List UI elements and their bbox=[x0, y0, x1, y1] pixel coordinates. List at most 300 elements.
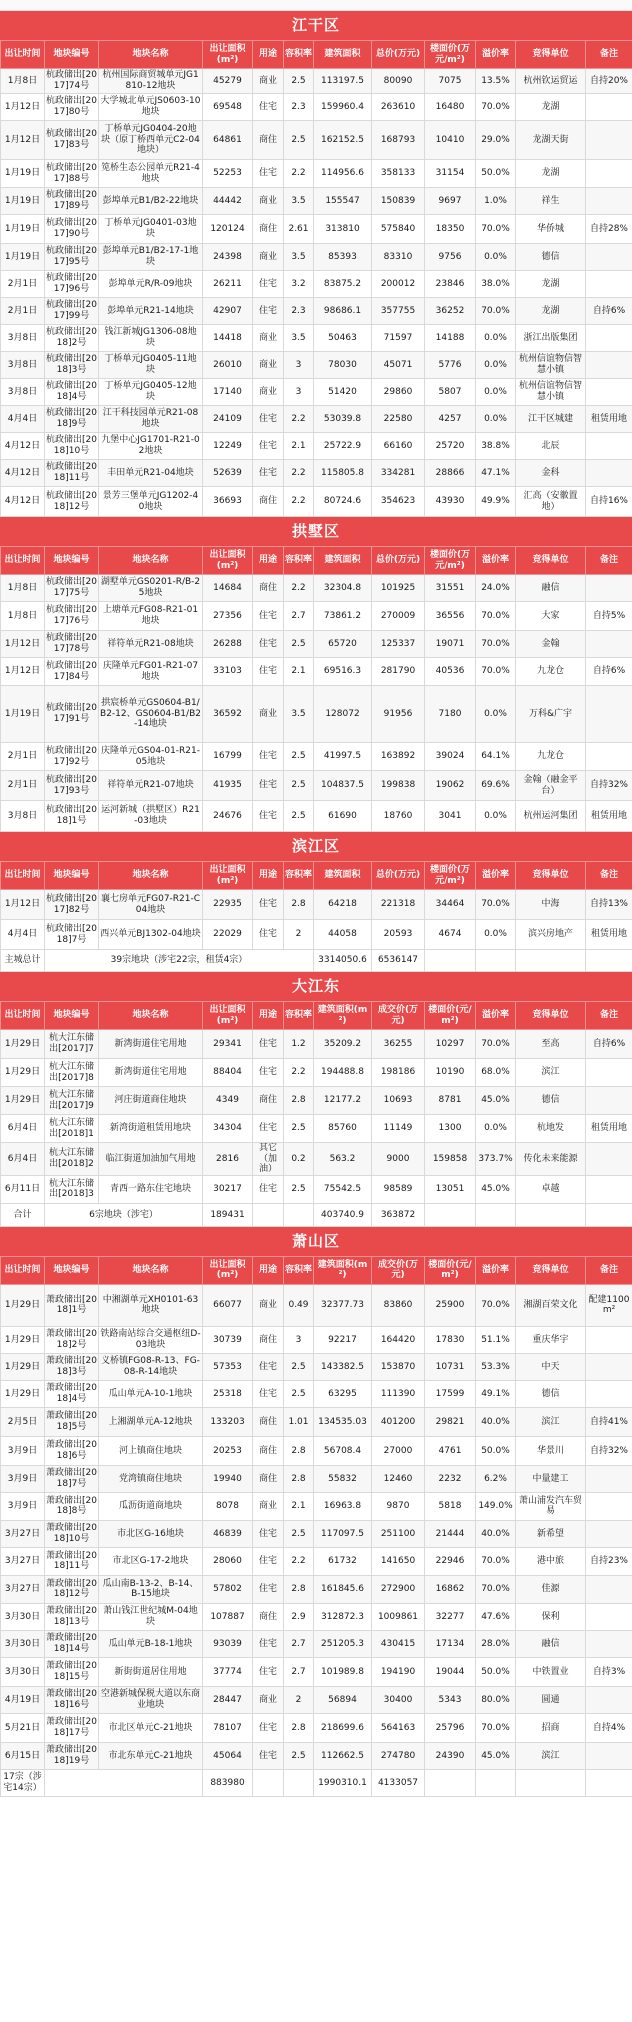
cell-lot-no: 杭政储出[2018]1号 bbox=[45, 801, 99, 832]
cell-land-area: 27356 bbox=[203, 602, 253, 631]
table-row bbox=[1, 890, 632, 920]
cell-remark: 租赁用地 bbox=[586, 406, 632, 433]
cell-time: 1月19日 bbox=[1, 215, 45, 244]
cell-lot-name: 彭埠单元B1/B2-22地块 bbox=[99, 188, 203, 215]
cell-lot-name: 瓜山单元B-18-1地块 bbox=[99, 1630, 203, 1657]
table-row bbox=[1, 1087, 632, 1115]
cell-floor-area: 41997.5 bbox=[314, 743, 372, 771]
cell-floor-area: 51420 bbox=[314, 379, 372, 406]
cell-premium: 149.0% bbox=[476, 1492, 516, 1520]
cell-land-area: 37774 bbox=[203, 1657, 253, 1686]
cell-floor-area: 194488.8 bbox=[314, 1059, 372, 1087]
summary-count bbox=[45, 1769, 203, 1796]
cell-usage: 商业 bbox=[253, 188, 284, 215]
cell-lot-name: 瓜沥街道商地块 bbox=[99, 1492, 203, 1520]
cell-time: 5月21日 bbox=[1, 1713, 45, 1742]
cell-price: 10693 bbox=[372, 1087, 425, 1115]
cell-lot-no: 杭政储出[2017]84号 bbox=[45, 658, 99, 686]
cell-floor-price: 32277 bbox=[425, 1603, 476, 1630]
cell-lot-no: 杭政储出[2017]91号 bbox=[45, 686, 99, 743]
cell-remark: 自持28% bbox=[586, 215, 632, 244]
cell-floor-area: 155547 bbox=[314, 188, 372, 215]
header-remark: 备注 bbox=[586, 1256, 632, 1284]
cell-lot-name: 丁桥单元JG0404-20地块（原丁桥西单元C2-04地块） bbox=[99, 121, 203, 160]
cell-usage: 商住 bbox=[253, 1407, 284, 1436]
table-row bbox=[1, 1030, 632, 1059]
cell-price: 281790 bbox=[372, 658, 425, 686]
cell-lot-no: 萧政储出[2018]1号 bbox=[45, 1284, 99, 1326]
cell-far: 2.1 bbox=[284, 1492, 314, 1520]
section-title: 滨江区 bbox=[0, 832, 632, 861]
cell-floor-price: 7075 bbox=[425, 69, 476, 94]
header-price: 总价(万元) bbox=[372, 41, 425, 69]
cell-premium: 38.8% bbox=[476, 433, 516, 460]
summary-blank bbox=[476, 1769, 516, 1796]
cell-lot-no: 萧政储出[2018]5号 bbox=[45, 1407, 99, 1436]
summary-count: 39宗地块（涉宅22宗，租赁4宗） bbox=[45, 950, 314, 972]
cell-far: 2.8 bbox=[284, 1713, 314, 1742]
table-row bbox=[1, 801, 632, 832]
cell-lot-name: 丰田单元R21-04地块 bbox=[99, 460, 203, 487]
cell-floor-area: 64218 bbox=[314, 890, 372, 920]
cell-far: 2.8 bbox=[284, 890, 314, 920]
table-row bbox=[1, 1492, 632, 1520]
header-lot-name: 地块名称 bbox=[99, 547, 203, 575]
header-floor-price: 楼面价(万元/m²) bbox=[425, 547, 476, 575]
cell-land-area: 33103 bbox=[203, 658, 253, 686]
cell-far: 2.5 bbox=[284, 1520, 314, 1547]
header-lot-no: 地块编号 bbox=[45, 862, 99, 890]
cell-floor-price: 16862 bbox=[425, 1575, 476, 1603]
cell-lot-no: 萧政储出[2018]6号 bbox=[45, 1436, 99, 1465]
cell-price: 357755 bbox=[372, 298, 425, 325]
cell-remark bbox=[586, 1630, 632, 1657]
cell-premium: 53.3% bbox=[476, 1353, 516, 1380]
cell-premium: 70.0% bbox=[476, 1284, 516, 1326]
table-row bbox=[1, 1547, 632, 1575]
cell-land-area: 19940 bbox=[203, 1465, 253, 1492]
cell-lot-no: 萧政储出[2018]4号 bbox=[45, 1380, 99, 1407]
cell-price: 354623 bbox=[372, 487, 425, 517]
cell-winner: 至高 bbox=[516, 1030, 586, 1059]
cell-usage: 住宅 bbox=[253, 658, 284, 686]
cell-remark: 租赁用地 bbox=[586, 920, 632, 950]
cell-winner: 保利 bbox=[516, 1603, 586, 1630]
cell-land-area: 52253 bbox=[203, 160, 253, 188]
table-row bbox=[1, 1713, 632, 1742]
cell-floor-price: 9697 bbox=[425, 188, 476, 215]
header-lot-name: 地块名称 bbox=[99, 862, 203, 890]
cell-premium: 0.0% bbox=[476, 920, 516, 950]
cell-lot-no: 杭政储出[2017]89号 bbox=[45, 188, 99, 215]
cell-time: 1月12日 bbox=[1, 121, 45, 160]
cell-floor-price: 2232 bbox=[425, 1465, 476, 1492]
cell-lot-no: 杭政储出[2017]92号 bbox=[45, 743, 99, 771]
cell-time: 1月12日 bbox=[1, 94, 45, 121]
cell-far: 2.3 bbox=[284, 94, 314, 121]
cell-usage: 住宅 bbox=[253, 890, 284, 920]
cell-land-area: 30217 bbox=[203, 1175, 253, 1203]
header-land-area: 出让面积(m²) bbox=[203, 547, 253, 575]
header-floor-area: 建筑面积 bbox=[314, 547, 372, 575]
cell-far: 2.61 bbox=[284, 215, 314, 244]
cell-far: 2.5 bbox=[284, 1380, 314, 1407]
cell-lot-no: 杭政储出[2017]93号 bbox=[45, 771, 99, 801]
cell-remark bbox=[586, 1143, 632, 1176]
cell-lot-name: 新街街道居住用地 bbox=[99, 1657, 203, 1686]
cell-lot-no: 杭政储出[2018]7号 bbox=[45, 920, 99, 950]
cell-land-area: 57802 bbox=[203, 1575, 253, 1603]
cell-far: 2.7 bbox=[284, 1657, 314, 1686]
cell-price: 150839 bbox=[372, 188, 425, 215]
cell-lot-name: 市北区单元C-21地块 bbox=[99, 1713, 203, 1742]
cell-floor-area: 85760 bbox=[314, 1115, 372, 1143]
cell-lot-name: 党湾镇商住地块 bbox=[99, 1465, 203, 1492]
summary-floor-area: 3314050.6 bbox=[314, 950, 372, 972]
cell-far: 2.3 bbox=[284, 298, 314, 325]
cell-floor-area: 251205.3 bbox=[314, 1630, 372, 1657]
cell-winner: 融信 bbox=[516, 1630, 586, 1657]
cell-usage: 商业 bbox=[253, 69, 284, 94]
cell-remark bbox=[586, 1742, 632, 1769]
cell-far: 2.7 bbox=[284, 1630, 314, 1657]
cell-premium: 68.0% bbox=[476, 1059, 516, 1087]
cell-land-area: 28060 bbox=[203, 1547, 253, 1575]
header-far: 容积率 bbox=[284, 1002, 314, 1030]
header-far: 容积率 bbox=[284, 1256, 314, 1284]
cell-price: 83310 bbox=[372, 244, 425, 271]
cell-lot-no: 杭政储出[2017]76号 bbox=[45, 602, 99, 631]
cell-winner: 港中旅 bbox=[516, 1547, 586, 1575]
cell-floor-area: 92217 bbox=[314, 1326, 372, 1353]
cell-floor-area: 114956.6 bbox=[314, 160, 372, 188]
cell-usage: 住宅 bbox=[253, 1742, 284, 1769]
table-row bbox=[1, 1630, 632, 1657]
cell-time: 3月8日 bbox=[1, 379, 45, 406]
land-table bbox=[0, 861, 632, 972]
cell-winner: 中天 bbox=[516, 1353, 586, 1380]
table-row bbox=[1, 1742, 632, 1769]
cell-usage: 商业 bbox=[253, 352, 284, 379]
summary-floor-area: 1990310.1 bbox=[314, 1769, 372, 1796]
cell-lot-name: 祥符单元R21-07地块 bbox=[99, 771, 203, 801]
header-premium: 溢价率 bbox=[476, 1002, 516, 1030]
cell-land-area: 25318 bbox=[203, 1380, 253, 1407]
header-lot-name: 地块名称 bbox=[99, 1256, 203, 1284]
cell-lot-name: 彭埠单元R21-14地块 bbox=[99, 298, 203, 325]
table-row bbox=[1, 1465, 632, 1492]
cell-price: 198186 bbox=[372, 1059, 425, 1087]
cell-lot-name: 空港新城保税大道以东商业地块 bbox=[99, 1686, 203, 1713]
cell-far: 0.49 bbox=[284, 1284, 314, 1326]
cell-land-area: 4349 bbox=[203, 1087, 253, 1115]
cell-price: 71597 bbox=[372, 325, 425, 352]
cell-premium: 70.0% bbox=[476, 1713, 516, 1742]
cell-winner: 华侨城 bbox=[516, 215, 586, 244]
table-row bbox=[1, 1686, 632, 1713]
cell-usage: 住宅 bbox=[253, 1547, 284, 1575]
cell-usage: 住宅 bbox=[253, 920, 284, 950]
table-row bbox=[1, 1603, 632, 1630]
table-row bbox=[1, 743, 632, 771]
header-usage: 用途 bbox=[253, 41, 284, 69]
cell-premium: 0.0% bbox=[476, 686, 516, 743]
header-remark: 备注 bbox=[586, 41, 632, 69]
table-row bbox=[1, 1436, 632, 1465]
cell-usage: 住宅 bbox=[253, 406, 284, 433]
cell-usage: 商业 bbox=[253, 244, 284, 271]
header-remark: 备注 bbox=[586, 1002, 632, 1030]
cell-floor-price: 5776 bbox=[425, 352, 476, 379]
cell-floor-price: 43930 bbox=[425, 487, 476, 517]
cell-floor-area: 25722.9 bbox=[314, 433, 372, 460]
cell-remark: 自持4% bbox=[586, 1713, 632, 1742]
cell-price: 11149 bbox=[372, 1115, 425, 1143]
cell-usage: 商住 bbox=[253, 121, 284, 160]
cell-land-area: 20253 bbox=[203, 1436, 253, 1465]
cell-winner: 龙湖 bbox=[516, 160, 586, 188]
cell-winner: 滨兴房地产 bbox=[516, 920, 586, 950]
cell-floor-price: 4674 bbox=[425, 920, 476, 950]
cell-lot-no: 萧政储出[2018]19号 bbox=[45, 1742, 99, 1769]
cell-land-area: 45279 bbox=[203, 69, 253, 94]
cell-floor-area: 32377.73 bbox=[314, 1284, 372, 1326]
table-row bbox=[1, 215, 632, 244]
cell-lot-name: 彭埠单元R/R-09地块 bbox=[99, 271, 203, 298]
cell-remark bbox=[586, 686, 632, 743]
cell-price: 194190 bbox=[372, 1657, 425, 1686]
cell-remark: 自持20% bbox=[586, 69, 632, 94]
header-far: 容积率 bbox=[284, 862, 314, 890]
cell-floor-price: 28866 bbox=[425, 460, 476, 487]
cell-time: 3月27日 bbox=[1, 1575, 45, 1603]
cell-lot-no: 杭大江东储出[2018]3 bbox=[45, 1175, 99, 1203]
header-time: 出让时间 bbox=[1, 41, 45, 69]
summary-row bbox=[1, 1203, 632, 1226]
cell-lot-no: 杭政储出[2017]82号 bbox=[45, 890, 99, 920]
cell-premium: 70.0% bbox=[476, 890, 516, 920]
cell-winner: 滨江 bbox=[516, 1742, 586, 1769]
cell-land-area: 29341 bbox=[203, 1030, 253, 1059]
table-row bbox=[1, 631, 632, 658]
cell-premium: 0.0% bbox=[476, 801, 516, 832]
land-table bbox=[0, 1256, 632, 1797]
cell-usage: 住宅 bbox=[253, 460, 284, 487]
previous-section-cutoff bbox=[0, 0, 632, 11]
section-title: 大江东 bbox=[0, 972, 632, 1001]
cell-floor-area: 61732 bbox=[314, 1547, 372, 1575]
cell-usage: 商业 bbox=[253, 325, 284, 352]
cell-far: 2.9 bbox=[284, 1603, 314, 1630]
cell-time: 3月8日 bbox=[1, 325, 45, 352]
table-row bbox=[1, 121, 632, 160]
cell-premium: 6.2% bbox=[476, 1465, 516, 1492]
cell-lot-name: 市北区G-17-2地块 bbox=[99, 1547, 203, 1575]
cell-far: 2.5 bbox=[284, 121, 314, 160]
cell-price: 30400 bbox=[372, 1686, 425, 1713]
cell-premium: 0.0% bbox=[476, 352, 516, 379]
cell-premium: 69.6% bbox=[476, 771, 516, 801]
cell-floor-price: 10410 bbox=[425, 121, 476, 160]
header-price: 成交价(万元) bbox=[372, 1002, 425, 1030]
cell-far: 2.5 bbox=[284, 631, 314, 658]
cell-premium: 40.0% bbox=[476, 1520, 516, 1547]
summary-blank bbox=[516, 1203, 586, 1226]
cell-time: 1月29日 bbox=[1, 1030, 45, 1059]
cell-usage: 商业 bbox=[253, 1686, 284, 1713]
cell-time: 1月8日 bbox=[1, 69, 45, 94]
cell-premium: 70.0% bbox=[476, 1030, 516, 1059]
cell-winner: 融信 bbox=[516, 575, 586, 602]
cell-price: 1009861 bbox=[372, 1603, 425, 1630]
cell-lot-no: 杭大江东储出[2018]2 bbox=[45, 1143, 99, 1176]
cell-land-area: 46839 bbox=[203, 1520, 253, 1547]
cell-floor-price: 25720 bbox=[425, 433, 476, 460]
summary-blank bbox=[586, 1203, 632, 1226]
cell-floor-area: 98686.1 bbox=[314, 298, 372, 325]
summary-blank bbox=[516, 950, 586, 972]
cell-usage: 商住 bbox=[253, 1465, 284, 1492]
cell-premium: 47.1% bbox=[476, 460, 516, 487]
header-floor-price: 楼面价(元/m²) bbox=[425, 1002, 476, 1030]
cell-usage: 商住 bbox=[253, 487, 284, 517]
header-usage: 用途 bbox=[253, 1256, 284, 1284]
header-premium: 溢价率 bbox=[476, 547, 516, 575]
cell-floor-price: 34464 bbox=[425, 890, 476, 920]
cell-remark: 自持6% bbox=[586, 1030, 632, 1059]
table-row bbox=[1, 575, 632, 602]
cell-remark bbox=[586, 1353, 632, 1380]
summary-blank bbox=[284, 1769, 314, 1796]
cell-remark bbox=[586, 271, 632, 298]
cell-far: 2.5 bbox=[284, 1742, 314, 1769]
cell-land-area: 66077 bbox=[203, 1284, 253, 1326]
cell-winner: 龙湖天街 bbox=[516, 121, 586, 160]
land-table bbox=[0, 40, 632, 517]
cell-premium: 0.0% bbox=[476, 379, 516, 406]
cell-price: 45071 bbox=[372, 352, 425, 379]
cell-winner: 佳源 bbox=[516, 1575, 586, 1603]
cell-remark: 自持3% bbox=[586, 1657, 632, 1686]
cell-winner: 圆通 bbox=[516, 1686, 586, 1713]
table-row bbox=[1, 1407, 632, 1436]
cell-premium: 70.0% bbox=[476, 215, 516, 244]
cell-winner: 新希望 bbox=[516, 1520, 586, 1547]
cell-lot-no: 萧政储出[2018]2号 bbox=[45, 1326, 99, 1353]
summary-label: 主城总计 bbox=[1, 950, 45, 972]
cell-time: 3月9日 bbox=[1, 1492, 45, 1520]
cell-time: 3月9日 bbox=[1, 1465, 45, 1492]
cell-lot-no: 萧政储出[2018]7号 bbox=[45, 1465, 99, 1492]
table-row bbox=[1, 1657, 632, 1686]
cell-land-area: 22935 bbox=[203, 890, 253, 920]
cell-usage: 商住 bbox=[253, 575, 284, 602]
cell-floor-price: 22946 bbox=[425, 1547, 476, 1575]
cell-time: 1月19日 bbox=[1, 244, 45, 271]
cell-lot-name: 铁路南站综合交通枢纽D-03地块 bbox=[99, 1326, 203, 1353]
cell-premium: 70.0% bbox=[476, 1547, 516, 1575]
header-lot-no: 地块编号 bbox=[45, 1256, 99, 1284]
cell-time: 3月30日 bbox=[1, 1603, 45, 1630]
cell-remark: 自持13% bbox=[586, 890, 632, 920]
table-header bbox=[1, 41, 632, 69]
cell-remark bbox=[586, 1059, 632, 1087]
cell-time: 1月19日 bbox=[1, 686, 45, 743]
table-row bbox=[1, 1059, 632, 1087]
cell-lot-no: 杭大江东储出[2017]9 bbox=[45, 1087, 99, 1115]
cell-floor-price: 9756 bbox=[425, 244, 476, 271]
cell-floor-price: 36252 bbox=[425, 298, 476, 325]
cell-time: 6月15日 bbox=[1, 1742, 45, 1769]
cell-winner: 招商 bbox=[516, 1713, 586, 1742]
cell-usage: 住宅 bbox=[253, 1175, 284, 1203]
cell-floor-area: 35209.2 bbox=[314, 1030, 372, 1059]
cell-premium: 47.6% bbox=[476, 1603, 516, 1630]
cell-floor-price: 29821 bbox=[425, 1407, 476, 1436]
cell-winner: 江干区城建 bbox=[516, 406, 586, 433]
cell-land-area: 12249 bbox=[203, 433, 253, 460]
cell-floor-area: 61690 bbox=[314, 801, 372, 832]
cell-premium: 28.0% bbox=[476, 1630, 516, 1657]
cell-remark bbox=[586, 1465, 632, 1492]
cell-winner: 杭州运河集团 bbox=[516, 801, 586, 832]
cell-remark: 租赁用地 bbox=[586, 801, 632, 832]
cell-far: 2.2 bbox=[284, 487, 314, 517]
cell-winner: 浙江出版集团 bbox=[516, 325, 586, 352]
cell-far: 3.5 bbox=[284, 325, 314, 352]
cell-floor-price: 10731 bbox=[425, 1353, 476, 1380]
cell-time: 1月12日 bbox=[1, 658, 45, 686]
cell-winner: 传化未来能源 bbox=[516, 1143, 586, 1176]
cell-time: 1月29日 bbox=[1, 1380, 45, 1407]
cell-floor-area: 75542.5 bbox=[314, 1175, 372, 1203]
cell-premium: 50.0% bbox=[476, 1436, 516, 1465]
cell-land-area: 41935 bbox=[203, 771, 253, 801]
cell-price: 98589 bbox=[372, 1175, 425, 1203]
cell-usage: 住宅 bbox=[253, 1575, 284, 1603]
summary-price: 6536147 bbox=[372, 950, 425, 972]
cell-far: 2.2 bbox=[284, 160, 314, 188]
cell-lot-no: 杭政储出[2018]2号 bbox=[45, 325, 99, 352]
summary-blank bbox=[284, 1203, 314, 1226]
cell-usage: 商住 bbox=[253, 1326, 284, 1353]
cell-floor-area: 159960.4 bbox=[314, 94, 372, 121]
cell-lot-no: 萧政储出[2018]12号 bbox=[45, 1575, 99, 1603]
cell-time: 2月1日 bbox=[1, 271, 45, 298]
cell-land-area: 120124 bbox=[203, 215, 253, 244]
cell-land-area: 22029 bbox=[203, 920, 253, 950]
cell-premium: 51.1% bbox=[476, 1326, 516, 1353]
cell-remark bbox=[586, 94, 632, 121]
cell-premium: 50.0% bbox=[476, 1657, 516, 1686]
cell-land-area: 17140 bbox=[203, 379, 253, 406]
cell-usage: 住宅 bbox=[253, 1657, 284, 1686]
cell-remark bbox=[586, 1380, 632, 1407]
summary-price: 363872 bbox=[372, 1203, 425, 1226]
cell-time: 2月1日 bbox=[1, 298, 45, 325]
cell-winner: 中量建工 bbox=[516, 1465, 586, 1492]
cell-lot-no: 杭大江东储出[2017]8 bbox=[45, 1059, 99, 1087]
cell-lot-no: 萧政储出[2018]3号 bbox=[45, 1353, 99, 1380]
cell-far: 2.5 bbox=[284, 1175, 314, 1203]
header-lot-name: 地块名称 bbox=[99, 41, 203, 69]
cell-price: 27000 bbox=[372, 1436, 425, 1465]
cell-winner: 金科 bbox=[516, 460, 586, 487]
cell-lot-no: 萧政储出[2018]14号 bbox=[45, 1630, 99, 1657]
cell-premium: 49.1% bbox=[476, 1380, 516, 1407]
cell-far: 2.2 bbox=[284, 1059, 314, 1087]
cell-time: 3月27日 bbox=[1, 1547, 45, 1575]
